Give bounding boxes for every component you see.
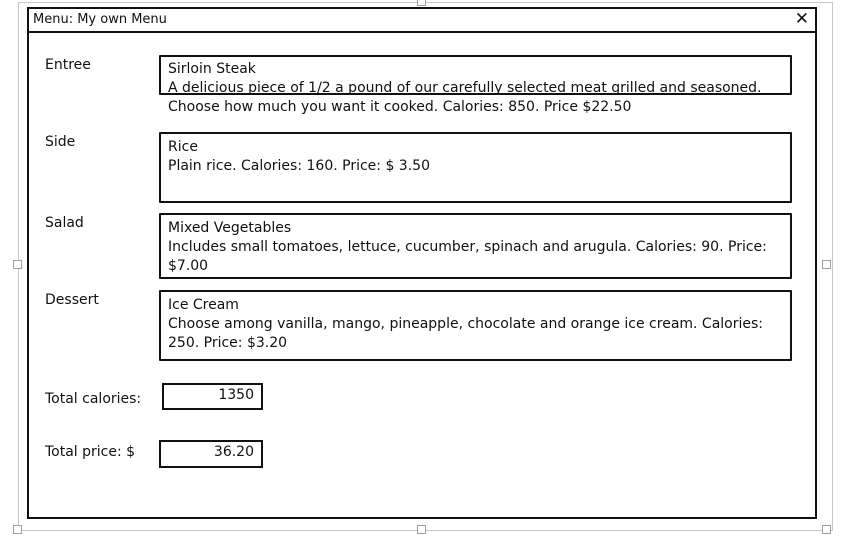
resize-handle-bottom-right[interactable] <box>822 525 831 534</box>
close-icon[interactable]: ✕ <box>794 9 809 29</box>
entree-label: Entree <box>45 57 91 73</box>
resize-handle-right-middle[interactable] <box>822 260 831 269</box>
entree-description: A delicious piece of 1/2 a pound of our carefully selected meat grilled and seasoned. Choose how much you want it cooked. Calories: 850. Price $22.50 <box>168 80 762 115</box>
menu-window <box>27 7 817 519</box>
dessert-description: Choose among vanilla, mango, pineapple, chocolate and orange ice cream. Calories: 250. Price: $3.20 <box>168 316 764 351</box>
side-box[interactable] <box>159 132 792 203</box>
dessert-label: Dessert <box>45 292 99 308</box>
salad-description: Includes small tomatoes, lettuce, cucumber, spinach and arugula. Calories: 90. Price: $7.00 <box>168 239 767 274</box>
total-calories-field[interactable]: 1350 <box>162 383 263 410</box>
salad-name: Mixed Vegetables <box>168 220 292 236</box>
entree-box[interactable] <box>159 55 792 115</box>
dessert-box[interactable] <box>159 290 792 361</box>
side-description: Plain rice. Calories: 160. Price: $ 3.50 <box>168 158 430 174</box>
window-title: Menu: My own Menu <box>33 12 167 27</box>
side-name: Rice <box>168 139 198 155</box>
resize-handle-bottom-middle[interactable] <box>417 525 426 534</box>
resize-handle-bottom-left[interactable] <box>13 525 22 534</box>
dessert-name: Ice Cream <box>168 297 239 313</box>
resize-handle-top-middle[interactable] <box>417 0 426 6</box>
selection-frame-right <box>832 2 833 531</box>
window-titlebar <box>29 9 815 33</box>
total-price-field[interactable]: 36.20 <box>159 440 263 468</box>
entree-name: Sirloin Steak <box>168 61 256 77</box>
salad-box[interactable] <box>159 213 792 279</box>
total-price-label: Total price: $ <box>45 444 136 460</box>
total-calories-label: Total calories: <box>45 391 142 407</box>
side-label: Side <box>45 134 76 150</box>
salad-label: Salad <box>45 215 84 231</box>
resize-handle-left-middle[interactable] <box>13 260 22 269</box>
